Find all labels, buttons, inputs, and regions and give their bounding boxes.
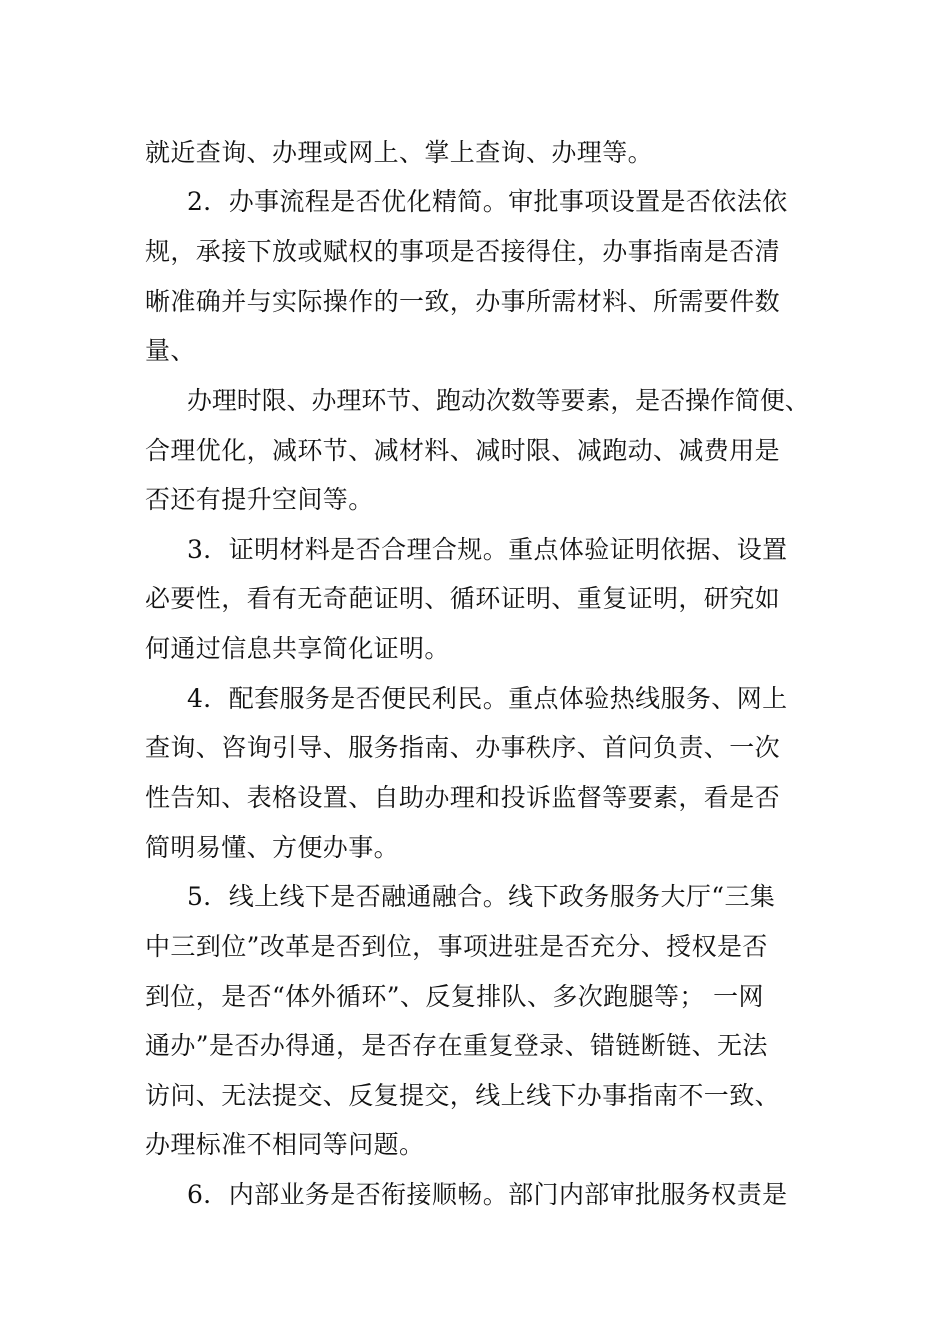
text-line: 规，承接下放或赋权的事项是否接得住，办事指南是否清 [145,237,781,266]
paragraph-2b-line-1: 办理时限、办理环节、跑动次数等要素，是否操作简便、 [187,386,810,415]
text-line: 合理优化，减环节、减材料、减时限、减跑动、减费用是 [145,436,781,465]
text-line: 性告知、表格设置、自助办理和投诉监督等要素，看是否 [145,783,781,812]
text-line: 何通过信息共享简化证明。 [145,634,450,663]
text-line: 查询、咨询引导、服务指南、办事秩序、首问负责、一次 [145,733,781,762]
text-line: 晰准确并与实际操作的一致，办事所需材料、所需要件数 [145,287,781,316]
text-line: 简明易懂、方便办事。 [145,833,400,862]
paragraph-2-line-1: 2．办事流程是否优化精简。审批事项设置是否依法依 [187,187,788,216]
paragraph-4-line-1: 4．配套服务是否便民利民。重点体验热线服务、网上 [187,684,788,713]
paragraph-5-line-1: 5．线上线下是否融通融合。线下政务服务大厅“三集 [187,882,776,911]
text-line: 量、 [145,336,196,365]
text-line: 必要性，看有无奇葩证明、循环证明、重复证明，研究如 [145,584,781,613]
text-line: 中三到位”改革是否到位，事项进驻是否充分、授权是否 [145,932,768,961]
paragraph-3-line-1: 3．证明材料是否合理合规。重点体验证明依据、设置 [187,535,788,564]
text-line: 办理标准不相同等问题。 [145,1130,425,1159]
text-line: 否还有提升空间等。 [145,485,374,514]
text-line: 到位，是否“体外循环”、反复排队、多次跑腿等； 一网 [145,982,764,1011]
paragraph-6-line-1: 6．内部业务是否衔接顺畅。部门内部审批服务权责是 [187,1180,788,1209]
text-line: 访问、无法提交、反复提交，线上线下办事指南不一致、 [145,1081,781,1110]
text-line: 就近查询、办理或网上、掌上查询、办理等。 [145,138,654,167]
text-line: 通办”是否办得通，是否存在重复登录、错链断链、无法 [145,1031,768,1060]
